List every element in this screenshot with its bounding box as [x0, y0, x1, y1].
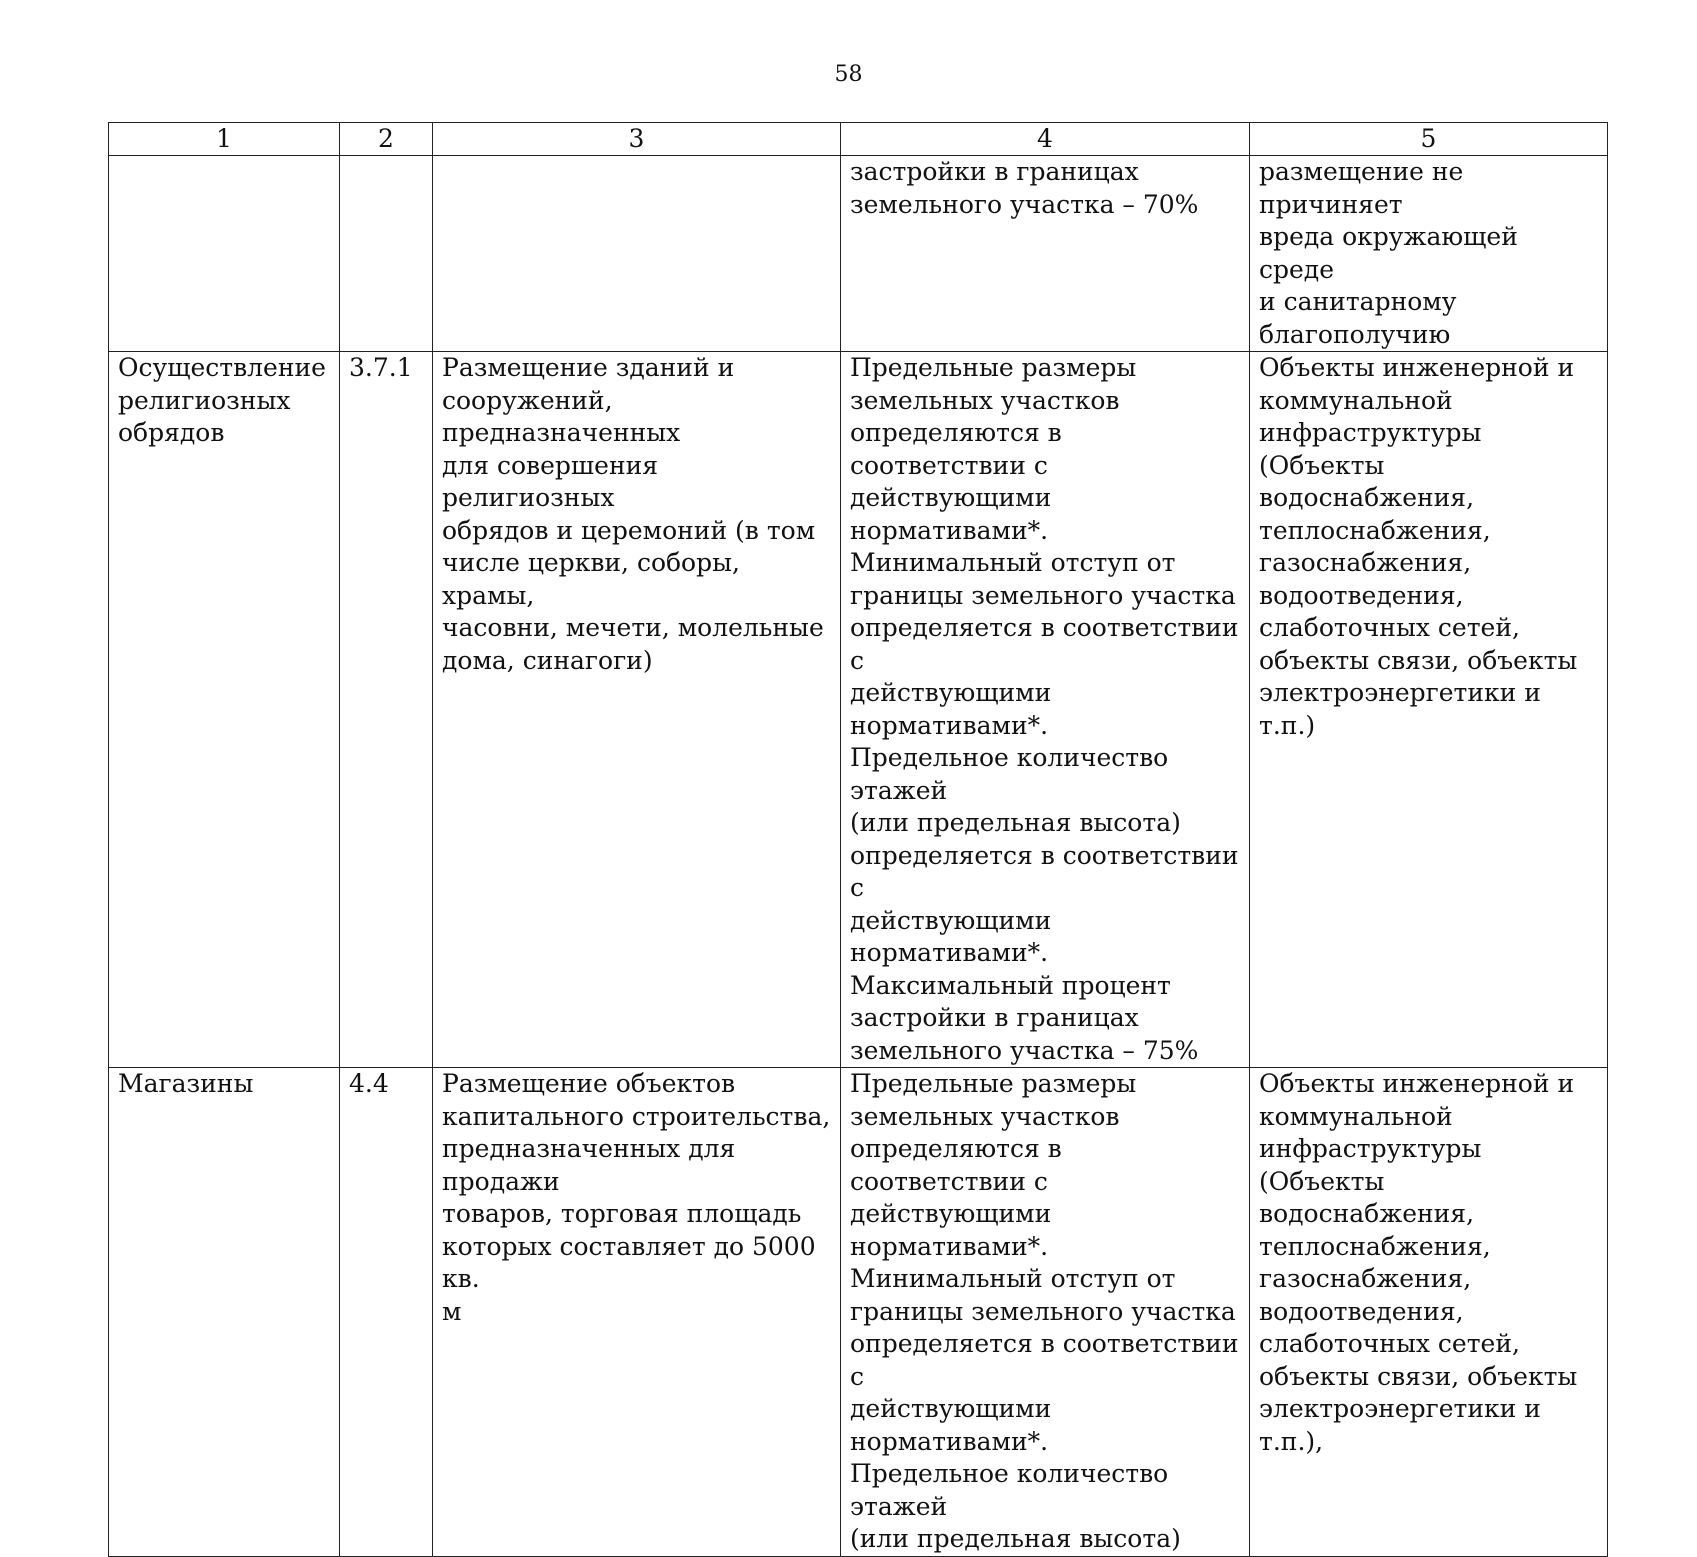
column-number-1: 1 — [109, 123, 340, 156]
column-number-3: 3 — [433, 123, 841, 156]
column-number-5: 5 — [1250, 123, 1608, 156]
use-type-code: 4.4 — [340, 1068, 433, 1557]
building-parameters: застройки в границах земельного участка – 70% — [841, 156, 1250, 352]
auxiliary-uses: Объекты инженерной и коммунальной инфраструктуры (Объекты водоснабжения, теплоснабжения, газоснабжения, водоотведения, слаботочных сетей, объекты связи, объекты электроэнергетики и т.п.) — [1250, 352, 1608, 1068]
building-parameters: Предельные размеры земельных участков определяются в соответствии с действующими нормативами*. Минимальный отступ от границы земельного участка определяется в соответствии с действующими нормативами*. Предельное количество этажей (или предельная высота) определяется в соответствии с действующими нормативами*. Максимальный процент застройки в границах земельного участка – 75% — [841, 352, 1250, 1068]
use-type-code — [340, 156, 433, 352]
use-type-description: Размещение зданий и сооружений, предназначенных для совершения религиозных обрядов и церемоний (в том числе церкви, соборы, храмы, часовни, мечети, молельные дома, синагоги) — [433, 352, 841, 1068]
use-type-name: Магазины — [109, 1068, 340, 1557]
page-number: 58 — [834, 62, 863, 87]
land-use-table — [108, 122, 1608, 1557]
column-number-2: 2 — [340, 123, 433, 156]
auxiliary-uses: Объекты инженерной и коммунальной инфраструктуры (Объекты водоснабжения, теплоснабжения, газоснабжения, водоотведения, слаботочных сетей, объекты связи, объекты электроэнергетики и т.п.), — [1250, 1068, 1608, 1557]
table-row — [109, 352, 1608, 1068]
auxiliary-uses: размещение не причиняет вреда окружающей среде и санитарному благополучию — [1250, 156, 1608, 352]
use-type-description — [433, 156, 841, 352]
use-type-description: Размещение объектов капитального строительства, предназначенных для продажи товаров, торговая площадь которых составляет до 5000 кв. м — [433, 1068, 841, 1557]
use-type-name — [109, 156, 340, 352]
column-number-4: 4 — [841, 123, 1250, 156]
table-row — [109, 156, 1608, 352]
table-row — [109, 1068, 1608, 1557]
use-type-name: Осуществление религиозных обрядов — [109, 352, 340, 1068]
building-parameters: Предельные размеры земельных участков определяются в соответствии с действующими нормативами*. Минимальный отступ от границы земельного участка определяется в соответствии с действующими нормативами*. Предельное количество этажей (или предельная высота) — [841, 1068, 1250, 1557]
table-header-row — [109, 123, 1608, 156]
use-type-code: 3.7.1 — [340, 352, 433, 1068]
